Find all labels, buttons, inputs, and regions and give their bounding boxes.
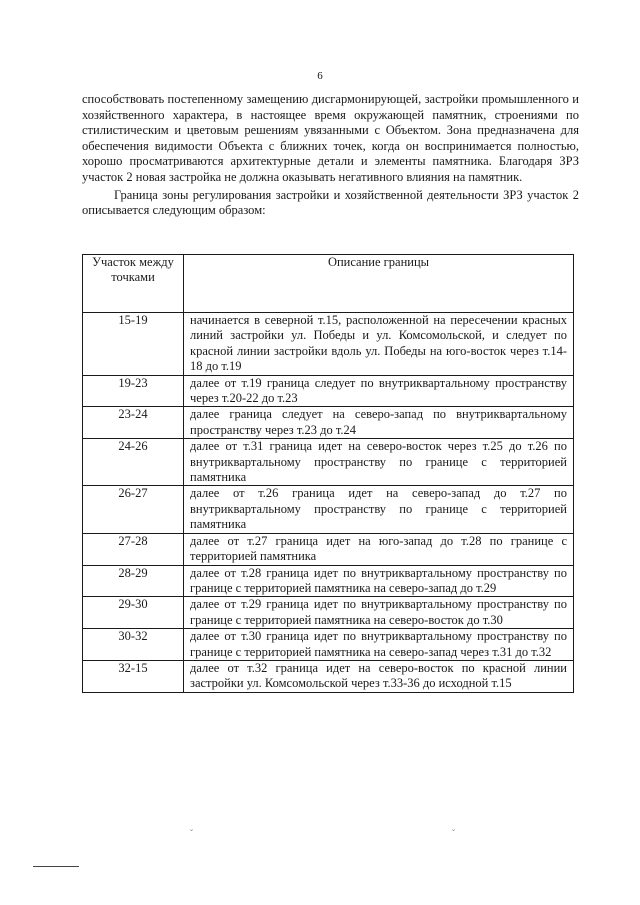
- table-row: [83, 486, 574, 533]
- section-cell: 19-23: [83, 375, 184, 407]
- table-row: [83, 439, 574, 486]
- scan-mark: ˘: [452, 828, 455, 838]
- section-cell: 29-30: [83, 597, 184, 629]
- header-description: Описание границы: [184, 255, 574, 313]
- description-cell: далее от т.26 граница идет на северо-запад до т.27 по внутриквартальному пространству по границе с территорией памятника: [184, 486, 574, 533]
- table-row: [83, 313, 574, 376]
- section-cell: 15-19: [83, 313, 184, 376]
- section-cell: 28-29: [83, 565, 184, 597]
- description-cell: далее от т.32 граница идет на северо-восток по красной линии застройки ул. Комсомольской через т.33-36 до исходной т.15: [184, 660, 574, 692]
- description-cell: далее граница следует на северо-запад по внутриквартальному пространству через т.23 до т.24: [184, 407, 574, 439]
- section-cell: 30-32: [83, 629, 184, 661]
- footer-rule: [33, 866, 79, 867]
- section-cell: 26-27: [83, 486, 184, 533]
- intro-paragraph: Граница зоны регулирования застройки и хозяйственной деятельности ЗРЗ участок 2 описывается следующим образом:: [82, 187, 579, 218]
- table-row: [83, 629, 574, 661]
- page-number: 6: [317, 70, 323, 82]
- table-row: [83, 375, 574, 407]
- section-cell: 32-15: [83, 660, 184, 692]
- table-row: [83, 597, 574, 629]
- header-section: Участок между точками: [83, 255, 184, 313]
- boundary-table: [82, 254, 574, 693]
- description-cell: далее от т.27 граница идет на юго-запад до т.28 по границе с территорией памятника: [184, 533, 574, 565]
- table-row: [83, 407, 574, 439]
- description-cell: далее от т.31 граница идет на северо-восток через т.25 до т.26 по внутриквартальному пространству по границе с территорией памятника: [184, 439, 574, 486]
- table-row: [83, 565, 574, 597]
- intro-paragraph: способствовать постепенному замещению дисгармонирующей, застройки промышленного и хозяйственного характера, в настоящее время окружающей памятник, строениями по стилистическим и цветовым решениям увязанными с Объектом. Зона предназначена для обеспечения видимости Объекта с ближних точек, когда он воспринимается полностью, хорошо просматриваются архитектурные детали и элементы памятника. Благодаря ЗРЗ участок 2 новая застройка не должна оказывать негативного влияния на памятник.: [82, 92, 579, 184]
- description-cell: далее от т.19 граница следует по внутриквартальному пространству через т.20-22 до т.23: [184, 375, 574, 407]
- table-header-row: [83, 255, 574, 313]
- description-cell: далее от т.30 граница идет по внутриквартальному пространству по границе с территорией памятника на северо-запад через т.31 до т.32: [184, 629, 574, 661]
- section-cell: 23-24: [83, 407, 184, 439]
- section-cell: 27-28: [83, 533, 184, 565]
- table-row: [83, 533, 574, 565]
- table-row: [83, 660, 574, 692]
- section-cell: 24-26: [83, 439, 184, 486]
- intro-text: [82, 92, 579, 219]
- description-cell: начинается в северной т.15, расположенной на пересечении красных линий застройки ул. Победы и ул. Комсомольской, и следует по красной линии застройки вдоль ул. Победы на юго-восток через т.14-18 до т.19: [184, 313, 574, 376]
- description-cell: далее от т.29 граница идет по внутриквартальному пространству по границе с территорией памятника на северо-восток до т.30: [184, 597, 574, 629]
- scan-mark: ˘: [190, 828, 193, 838]
- description-cell: далее от т.28 граница идет по внутриквартальному пространству по границе с территорией памятника на северо-запад до т.29: [184, 565, 574, 597]
